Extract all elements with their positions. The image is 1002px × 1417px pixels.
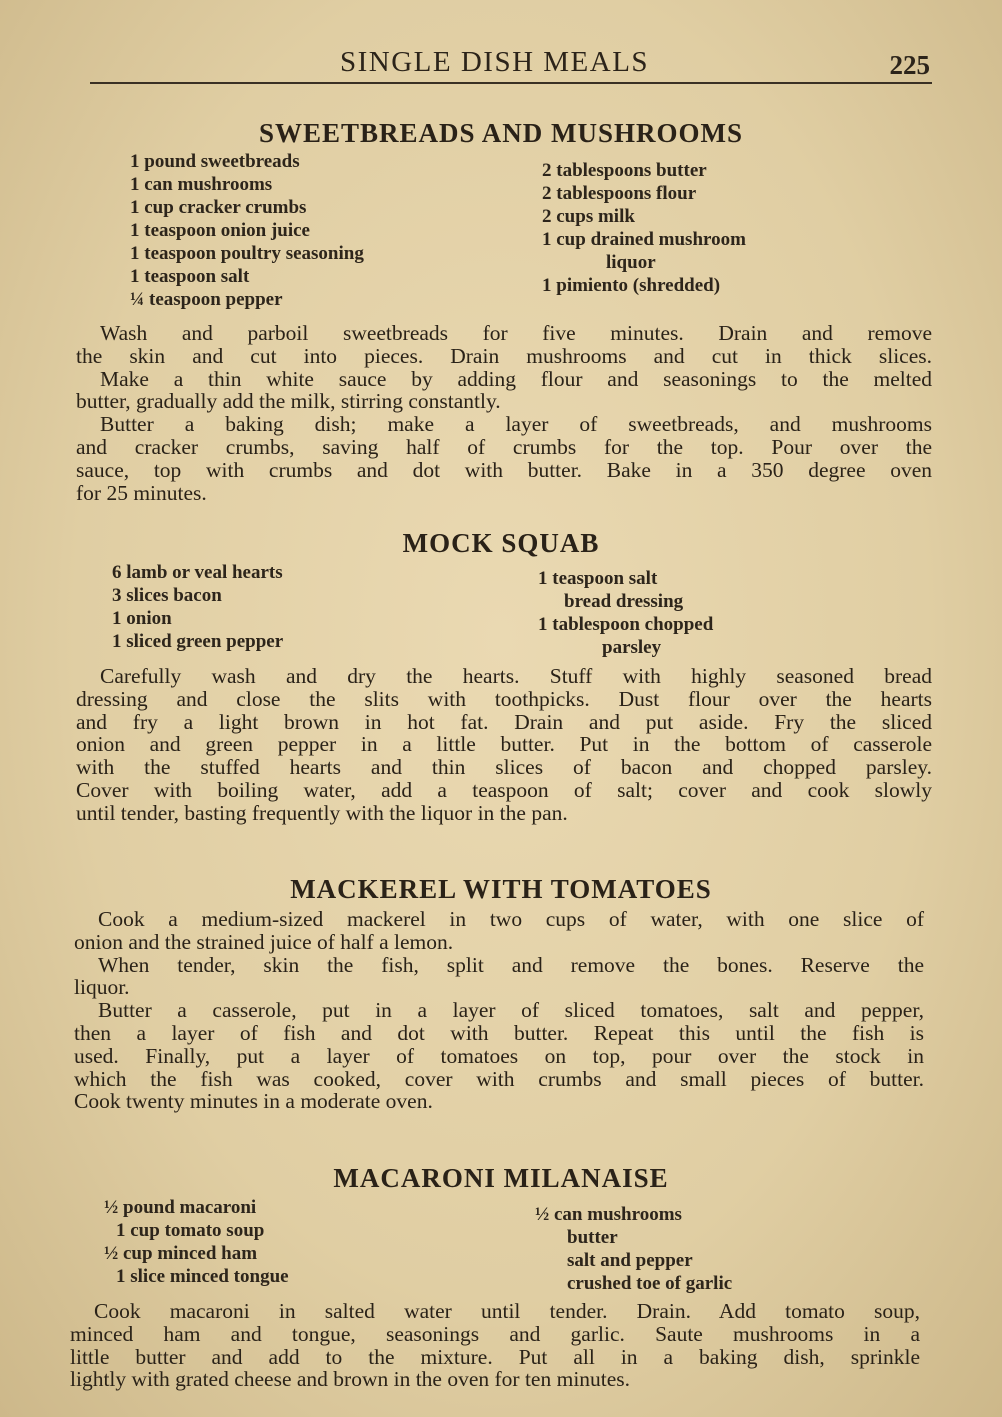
ingredient: 3 slices bacon (112, 585, 222, 606)
ingredient: 6 lamb or veal hearts (112, 562, 283, 583)
ingredient: 1 sliced green pepper (112, 631, 284, 652)
instruction-line: When tender, skin the fish, split and remove the bones. Reserve the (98, 952, 924, 977)
instruction-line: Make a thin white sauce by adding flour and seasonings to the melted (100, 366, 932, 391)
instruction-line: dressing and close the slits with toothpicks. Dust flour over the hearts (76, 686, 932, 711)
running-header (90, 42, 932, 84)
instruction-line: Cook twenty minutes in a moderate oven. (74, 1089, 433, 1114)
recipe-title-mackerel: MACKEREL WITH TOMATOES (290, 874, 712, 904)
instruction-line: Wash and parboil sweetbreads for five minutes. Drain and remove (100, 321, 932, 345)
running-title: SINGLE DISH MEALS (340, 46, 650, 78)
ingredient: 1 cup cracker crumbs (130, 197, 307, 218)
instructions-macaroni (70, 1300, 920, 1391)
instruction-line: Cover with boiling water, add a teaspoon of salt; cover and cook slowly (76, 777, 932, 802)
ingredient: ½ can mushrooms (535, 1204, 682, 1225)
ingredient: 1 cup tomato soup (116, 1220, 265, 1241)
ingredient: crushed toe of garlic (567, 1273, 733, 1294)
instruction-line: which the fish was cooked, cover with crumbs and small pieces of butter. (74, 1066, 924, 1091)
instruction-line: butter, gradually add the milk, stirring constantly. (76, 389, 501, 414)
instruction-line: Butter a casserole, put in a layer of sliced tomatoes, salt and pepper, (98, 998, 924, 1023)
ingredient: salt and pepper (567, 1250, 693, 1271)
instruction-line: onion and the strained juice of half a lemon. (74, 929, 454, 954)
ingredient: 1 onion (112, 608, 172, 629)
instruction-line: minced ham and tongue, seasonings and garlic. Saute mushrooms in a (70, 1321, 920, 1346)
ingredients-left-sweetbreads (130, 150, 364, 311)
ingredients-left-mock-squab (112, 561, 283, 653)
ingredient: butter (567, 1227, 618, 1248)
ingredient: 1 slice minced tongue (116, 1266, 289, 1287)
recipe-title-macaroni: MACARONI MILANAISE (333, 1163, 669, 1193)
ingredients-right-mock-squab (538, 567, 713, 659)
instruction-line: Butter a baking dish; make a layer of sweetbreads, and mushrooms (100, 412, 932, 437)
instruction-line: little butter and add to the mixture. Put all in a baking dish, sprinkle (70, 1344, 920, 1369)
page-number: 225 (889, 50, 930, 80)
instruction-line: until tender, basting frequently with the liquor in the pan. (76, 800, 568, 825)
ingredient: 2 tablespoons flour (542, 183, 697, 204)
instruction-line: liquor. (74, 975, 130, 1000)
ingredient: ½ cup minced ham (104, 1243, 258, 1264)
ingredient: 1 teaspoon poultry seasoning (130, 243, 364, 264)
ingredient: 1 teaspoon onion juice (130, 220, 310, 241)
ingredients-left-macaroni (104, 1196, 289, 1288)
ingredient: bread dressing (564, 591, 684, 612)
ingredient: 2 cups milk (542, 206, 635, 227)
instructions-mock-squab (76, 665, 932, 825)
ingredient: 1 teaspoon salt (130, 266, 250, 287)
ingredient: liquor (606, 252, 656, 273)
ingredient: ½ pound macaroni (104, 1197, 257, 1218)
ingredient: 2 tablespoons butter (542, 160, 707, 181)
instruction-line: used. Finally, put a layer of tomatoes on top, pour over the stock in (74, 1043, 924, 1068)
instruction-line: onion and green pepper in a little butter. Put in the bottom of casserole (76, 732, 932, 757)
instruction-line: and cracker crumbs, saving half of crumbs for the top. Pour over the (76, 434, 932, 459)
ingredient: 1 pimiento (shredded) (542, 275, 721, 296)
instruction-line: Carefully wash and dry the hearts. Stuff with highly seasoned bread (100, 664, 932, 688)
instruction-line: Cook macaroni in salted water until tender. Drain. Add tomato soup, (94, 1299, 920, 1323)
ingredient: ¼ teaspoon pepper (130, 289, 283, 310)
instructions-sweetbreads (76, 322, 932, 504)
instruction-line: for 25 minutes. (76, 480, 207, 505)
instruction-line: sauce, top with crumbs and dot with butter. Bake in a 350 degree oven (76, 457, 932, 482)
ingredients-right-sweetbreads (542, 159, 746, 297)
ingredient: 1 can mushrooms (130, 174, 273, 195)
instructions-mackerel (74, 908, 924, 1113)
instruction-line: and fry a light brown in hot fat. Drain and put aside. Fry the sliced (76, 709, 932, 734)
recipe-title-mock-squab: MOCK SQUAB (402, 528, 600, 558)
ingredient: parsley (602, 637, 662, 658)
instruction-line: with the stuffed hearts and thin slices of bacon and chopped parsley. (76, 755, 932, 780)
instruction-line: lightly with grated cheese and brown in the oven for ten minutes. (70, 1367, 631, 1392)
instruction-line: then a layer of fish and dot with butter. Repeat this until the fish is (74, 1020, 924, 1045)
ingredient: 1 pound sweetbreads (130, 151, 300, 172)
ingredients-right-macaroni (535, 1203, 732, 1295)
ingredient: 1 cup drained mushroom (542, 229, 746, 250)
recipe-title-sweetbreads: SWEETBREADS AND MUSHROOMS (258, 118, 744, 148)
instruction-line: the skin and cut into pieces. Drain mushrooms and cut in thick slices. (76, 343, 932, 368)
ingredient: 1 tablespoon chopped (538, 614, 714, 635)
instruction-line: Cook a medium-sized mackerel in two cups of water, with one slice of (98, 907, 924, 931)
ingredient: 1 teaspoon salt (538, 568, 658, 589)
